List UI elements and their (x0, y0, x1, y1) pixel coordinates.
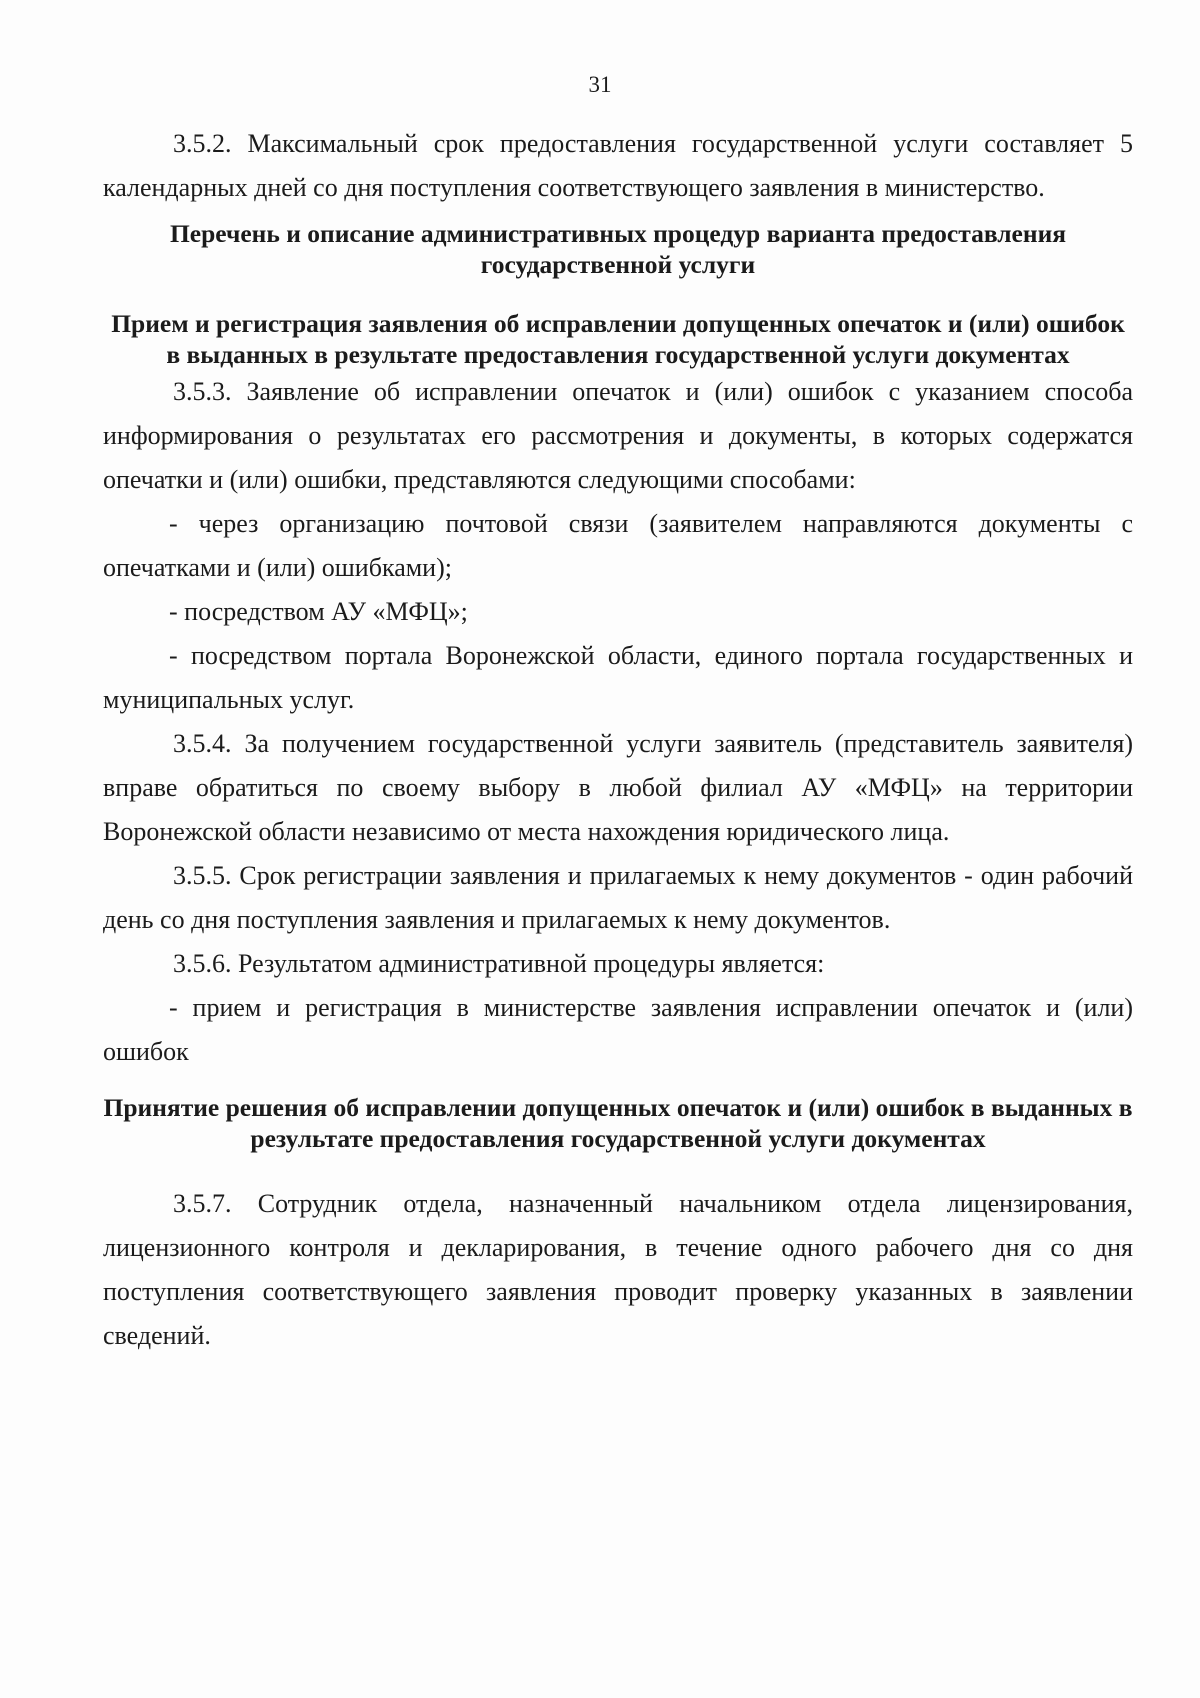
document-body (103, 122, 1133, 1358)
paragraph-3-5-4: 3.5.4. За получением государственной услуги заявитель (представитель заявителя) вправе обратиться по своему выбору в любой филиал АУ «МФЦ» на территории Воронежской области независимо от места нахождения юридического лица. (103, 729, 1133, 846)
section-heading-reception: Прием и регистрация заявления об исправлении допущенных опечаток и (или) ошибок в выданных в результате предоставления государственной услуги документах (111, 309, 1125, 369)
paragraph-3-5-7: 3.5.7. Сотрудник отдела, назначенный начальником отдела лицензирования, лицензионного контроля и декларирования, в течение одного рабочего дня со дня поступления соответствующего заявления проводит проверку указанных в заявлении сведений. (103, 1189, 1133, 1350)
paragraph-3-5-2: 3.5.2. Максимальный срок предоставления государственной услуги составляет 5 календарных дней со дня поступления соответствующего заявления в министерство. (103, 129, 1133, 202)
paragraph-3-5-3: 3.5.3. Заявление об исправлении опечаток и (или) ошибок с указанием способа информирования о результатах его рассмотрения и документы, в которых содержатся опечатки и (или) ошибки, представляются следующими способами: (103, 377, 1133, 494)
list-item-result: - прием и регистрация в министерстве заявления исправлении опечаток и (или) ошибок (103, 993, 1133, 1066)
paragraph-3-5-6: 3.5.6. Результатом административной процедуры является: (173, 949, 825, 978)
list-item-portal: - посредством портала Воронежской области, единого портала государственных и муниципальных услуг. (103, 641, 1133, 714)
list-item-post: - через организацию почтовой связи (заявителем направляются документы с опечатками и (или) ошибками); (103, 509, 1133, 582)
paragraph-3-5-5: 3.5.5. Срок регистрации заявления и прилагаемых к нему документов - один рабочий день со дня поступления заявления и прилагаемых к нему документов. (103, 861, 1133, 934)
section-heading-procedures: Перечень и описание административных процедур варианта предоставления государственной услуги (169, 219, 1067, 279)
page-number: 31 (588, 72, 612, 97)
section-heading-decision: Принятие решения об исправлении допущенных опечаток и (или) ошибок в выданных в результате предоставления государственной услуги документах (103, 1093, 1133, 1153)
list-item-mfc: - посредством АУ «МФЦ»; (169, 597, 468, 626)
